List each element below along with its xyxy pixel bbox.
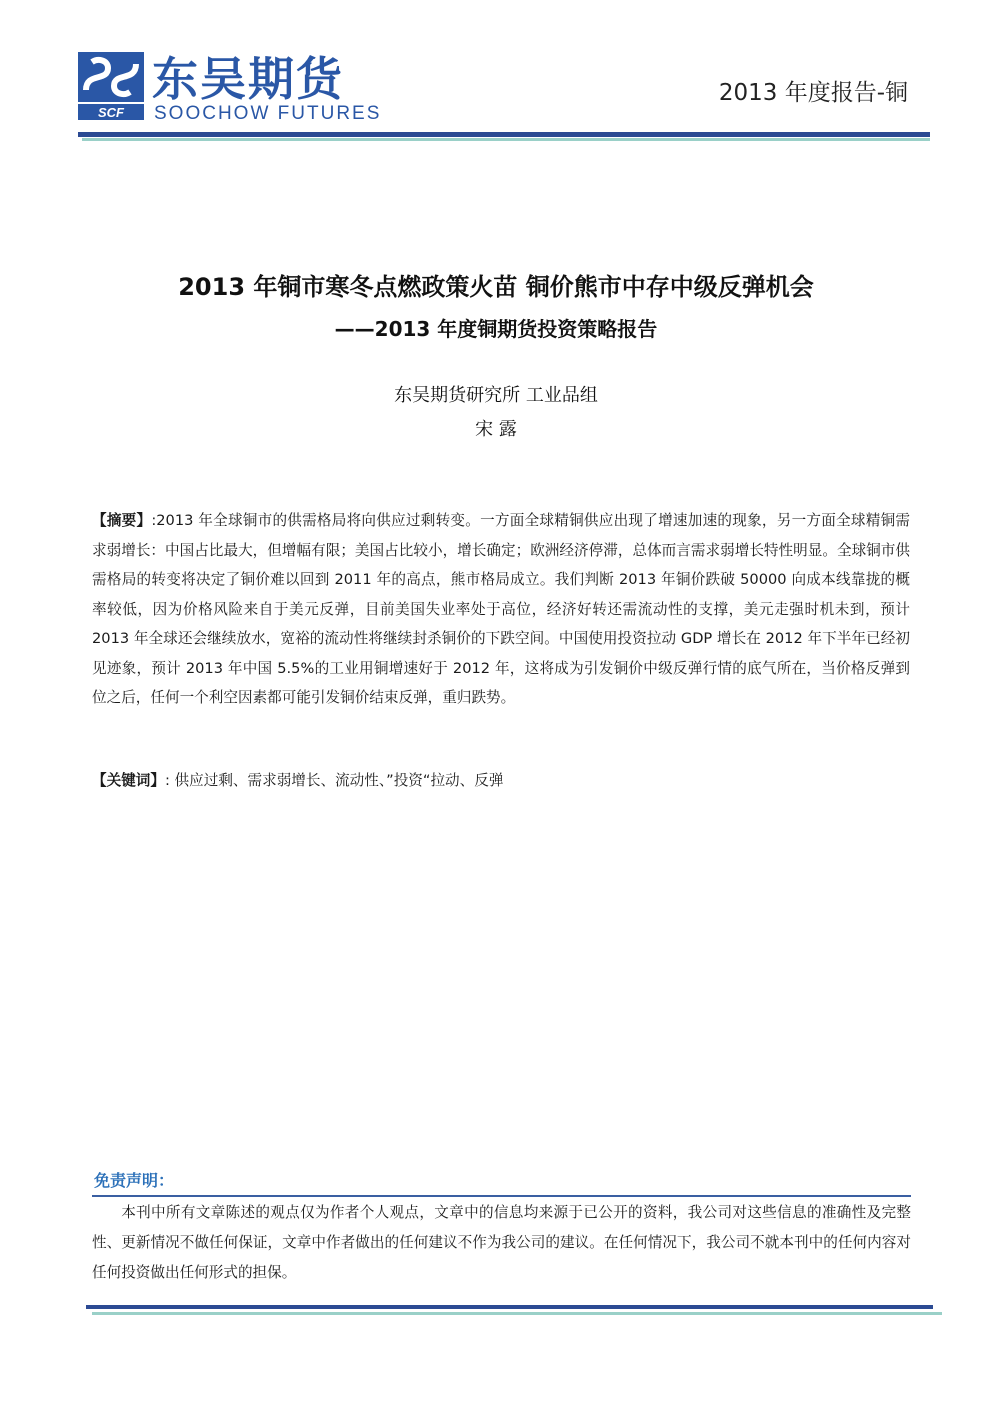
author-organization: 东吴期货研究所 工业品组 xyxy=(394,385,598,406)
header-rule-light xyxy=(82,138,930,141)
keywords-line xyxy=(92,766,910,795)
report-title: 2013 年铜市寒冬点燃政策火苗 铜价熊市中存中级反弹机会 xyxy=(178,273,814,301)
logo-english-name: SOOCHOW FUTURES xyxy=(154,103,382,124)
abstract-text: :2013 年全球铜市的供需格局将向供应过剩转变。一方面全球精铜供应出现了增速加速的现象，另一方面全球精铜需求弱增长：中国占比最大，但增幅有限；美国占比较小，增长确定；欧洲经济停滞，总体而言需求弱增长特性明显。全球铜市供需格局的转变将决定了铜价难以回到 2011 年的高点，熊市格局成立。我们判断 2013 年铜价跌破 50000 向成本线靠拢的概率较低，因为价格风险来自于美元反弹，目前美国失业率处于高位，经济好转还需流动性的支撑，美元走强时机未到，预计 2013 年全球还会继续放水，宽裕的流动性将继续封杀铜价的下跌空间。中国使用投资拉动 GDP 增长在 2012 年下半年已经初见迹象，预计 2013 年中国 5.5%的工业用铜增速好于 2012 年，这将成为引发铜价中级反弹行情的底气所在，当价格反弹到位之后，任何一个利空因素都可能引发铜价结束反弹，重归跌势。 xyxy=(92,512,910,706)
logo-chinese-name: 东吴期货 xyxy=(152,52,344,106)
disclaimer-title: 免责声明： xyxy=(94,1171,175,1190)
logo-mark-text: SCF xyxy=(98,105,124,120)
header-rule-dark xyxy=(78,132,930,137)
keywords-label: 【关键词】 xyxy=(92,772,165,789)
company-logo xyxy=(78,52,398,127)
keywords-text: : 供应过剩、需求弱增长、流动性、”投资“拉动、反弹 xyxy=(164,772,504,789)
disclaimer-text: 本刊中所有文章陈述的观点仅为作者个人观点，文章中的信息均来源于已公开的资料，我公司对这些信息的准确性及完整性、更新情况不做任何保证，文章中作者做出的任何建议不作为我公司的建议。在任何情况下，我公司不就本刊中的任何内容对任何投资做出任何形式的担保。 xyxy=(92,1204,911,1281)
report-subtitle: ——2013 年度铜期货投资策略报告 xyxy=(334,317,658,341)
footer-rule-light xyxy=(92,1312,942,1315)
abstract-paragraph xyxy=(92,506,910,713)
footer-rule-dark xyxy=(86,1305,933,1309)
abstract-label: 【摘要】 xyxy=(92,512,152,529)
author-name: 宋 露 xyxy=(475,419,517,440)
disclaimer-rule xyxy=(92,1195,911,1197)
report-tag: 2013 年度报告-铜 xyxy=(718,80,908,106)
scf-logo-mark-icon xyxy=(78,52,144,124)
